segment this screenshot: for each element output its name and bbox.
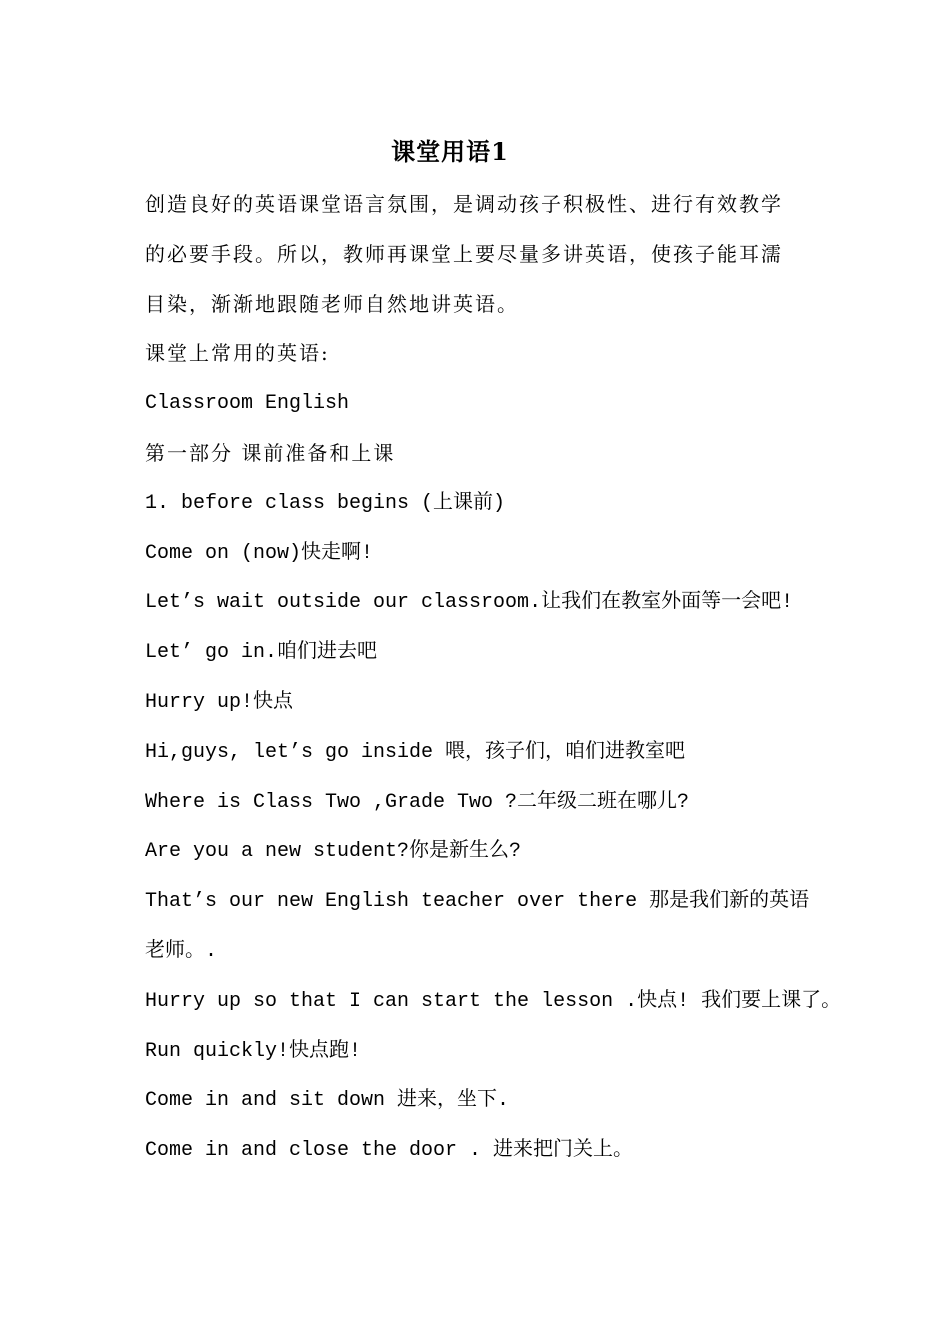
paragraph-line: 目染，渐渐地跟随老师自然地讲英语。 bbox=[145, 291, 519, 316]
paragraph-line: 课堂上常用的英语: bbox=[145, 341, 330, 366]
phrase-line: Hurry up so that I can start the lesson .快点! 我们要上课了。 bbox=[145, 989, 842, 1013]
phrase-line: Hi,guys, let’s go inside 喂，孩子们，咱们进教室吧 bbox=[145, 740, 686, 764]
phrase-line: Where is Class Two ,Grade Two ?二年级二班在哪儿? bbox=[145, 790, 690, 814]
phrase-line: Are you a new student?你是新生么? bbox=[145, 840, 522, 864]
phrase-line: Run quickly!快点跑! bbox=[145, 1039, 362, 1063]
phrase-line: Come in and close the door . 进来把门关上。 bbox=[145, 1139, 634, 1163]
phrase-line: Come on (now)快走啊! bbox=[145, 541, 374, 565]
phrase-line: Let’ go in.咱们进去吧 bbox=[145, 641, 378, 665]
paragraph-line: 创造良好的英语课堂语言氛围，是调动孩子积极性、进行有效教学 bbox=[145, 192, 783, 216]
phrase-line: Hurry up!快点 bbox=[145, 690, 294, 714]
phrase-line: That’s our new English teacher over there 那是我们新的英语 bbox=[145, 890, 810, 914]
section-heading-part-one: 第一部分 课前准备和上课 bbox=[145, 440, 396, 465]
section-heading-english: Classroom English bbox=[145, 392, 350, 416]
paragraph-line: 的必要手段。所以，教师再课堂上要尽量多讲英语，使孩子能耳濡 bbox=[145, 241, 783, 266]
subsection-heading: 1. before class begins (上课前) bbox=[145, 491, 506, 515]
document-body bbox=[145, 180, 845, 1176]
phrase-line: Let’s wait outside our classroom.让我们在教室外面等一会吧! bbox=[145, 591, 794, 615]
phrase-line: 老师。. bbox=[145, 939, 218, 963]
phrase-line: Come in and sit down 进来，坐下. bbox=[145, 1089, 510, 1113]
page-title: 课堂用语1 bbox=[391, 137, 509, 166]
